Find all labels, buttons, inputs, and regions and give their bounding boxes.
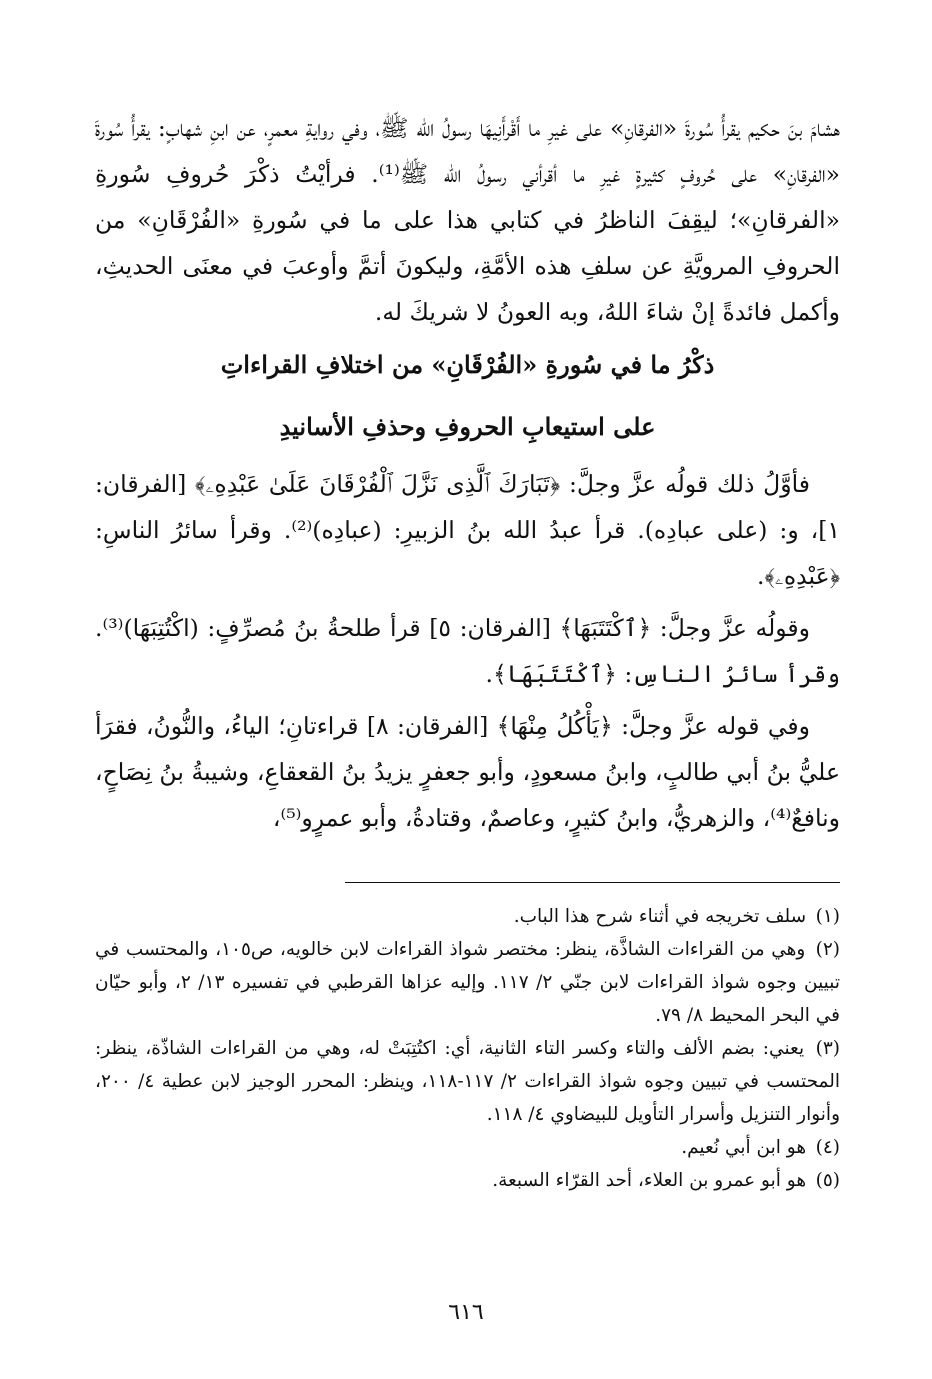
footnote-separator	[345, 882, 840, 883]
paragraph-3: وقولُه عزَّ وجلَّ: ﴿ٱكْتَتَبَهَا﴾ [الفرقان: ٥] قرأ طلحةُ بنُ مُصرِّفٍ: (اكْتُتِبَهَا)⁽³⁾. وقرأ سائرُ الناسِ: ﴿ٱكْتَتَبَهَا﴾.	[95, 614, 840, 688]
paragraph-1: هشامَ بنَ حكيم يقرأُ سُورةَ «الفرقانِ» على غيرِ ما أَقْرأَنِيهَا رسولُ الله ﷺ، وفي روايةِ معمرٍ، عن ابنِ شهابٍ: يقرأُ سُورةَ «الفرقانِ» على حُروفٍ كثيرةٍ غيرِ ما أقرأني رسولُ الله ﷺ⁽¹⁾. فرأيْتُ ذكْرَ حُروفِ سُورةِ «الفرقانِ»؛ ليقِفَ الناظرُ في كتابي هذا على ما في سُورةِ «الفُرْقَانِ» من الحروفِ المرويَّةِ عن سلفِ هذه الأمَّةِ، وليكونَ أتمَّ وأوعبَ في معنَى الحديثِ، وأكمل فائدةً إنْ شاءَ اللهُ، وبه العونُ لا شريكَ له.	[95, 114, 841, 326]
page-number: ٦١٦	[448, 1300, 484, 1325]
paragraph-4: وفي قوله عزَّ وجلَّ: ﴿يَأْكُلُ مِنْهَا﴾ [الفرقان: ٨] قراءتانِ؛ الياءُ، والنُّونُ، فقرَأ عليُّ بنُ أبي طالبٍ، وابنُ مسعودٍ، وأبو جعفرٍ يزيدُ بنُ القعقاعِ، وشيبةُ بنُ نِصَاحٍ، ونافعٌ⁽⁴⁾، والزهريُّ، وابنُ كثيرٍ، وعاصمٌ، وقتادةُ، وأبو عمرٍو⁽⁵⁾،	[95, 712, 840, 832]
footnote-4: (٤) هو ابن أبي نُعيم.	[681, 1137, 840, 1158]
section-heading-1: ذكْرُ ما في سُورةِ «الفُرْقَانِ» من اختلافِ القراءاتِ	[220, 350, 715, 379]
footnotes	[95, 900, 840, 1197]
footnote-2: (٢) وهي من القراءات الشاذَّة، ينظر: مختصر شواذ القراءات لابن خالويه، ص١٠٥، والمحتسب في تبيين وجوه شواذ القراءات لابن جنّي ٢/ ١١٧. وإليه عزاها القرطبي في تفسيره ١٣/ ٢، وأبو حيّان في البحر المحيط ٨/ ٧٩.	[95, 939, 840, 1026]
footnote-1: (١) سلف تخريجه في أثناء شرح هذا الباب.	[513, 906, 840, 927]
section-heading-2: على استيعابِ الحروفِ وحذفِ الأسانيدِ	[279, 412, 656, 441]
footnote-5: (٥) هو أبو عمرو بن العلاء، أحد القرّاء السبعة.	[492, 1170, 840, 1191]
paragraph-2: فأوَّلُ ذلك قولُه عزَّ وجلَّ: ﴿تَبَارَكَ ٱلَّذِى نَزَّلَ ٱلْفُرْقَانَ عَلَىٰ عَبْدِهِۦ﴾ [الفرقان: ١]، و: (على عبادِه). قرأ عبدُ الله بنُ الزبيرِ: (عبادِه)⁽²⁾. وقرأ سائرُ الناسِ: ﴿عَبْدِهِۦ﴾.	[95, 470, 840, 590]
main-text	[95, 105, 840, 841]
body-text	[95, 105, 840, 841]
footnote-3: (٣) يعني: بضم الألف والتاء وكسر التاء الثانية، أي: اكتُتِبَتْ له، وهي من القراءات الشاذّة، ينظر: المحتسب في تبيين وجوه شواذ القراءات ٢/ ١١٧-١١٨، وينظر: المحرر الوجيز لابن عطية ٤/ ٢٠٠، وأنوار التنزيل وأسرار التأويل للبيضاوي ٤/ ١١٨.	[95, 1038, 840, 1125]
